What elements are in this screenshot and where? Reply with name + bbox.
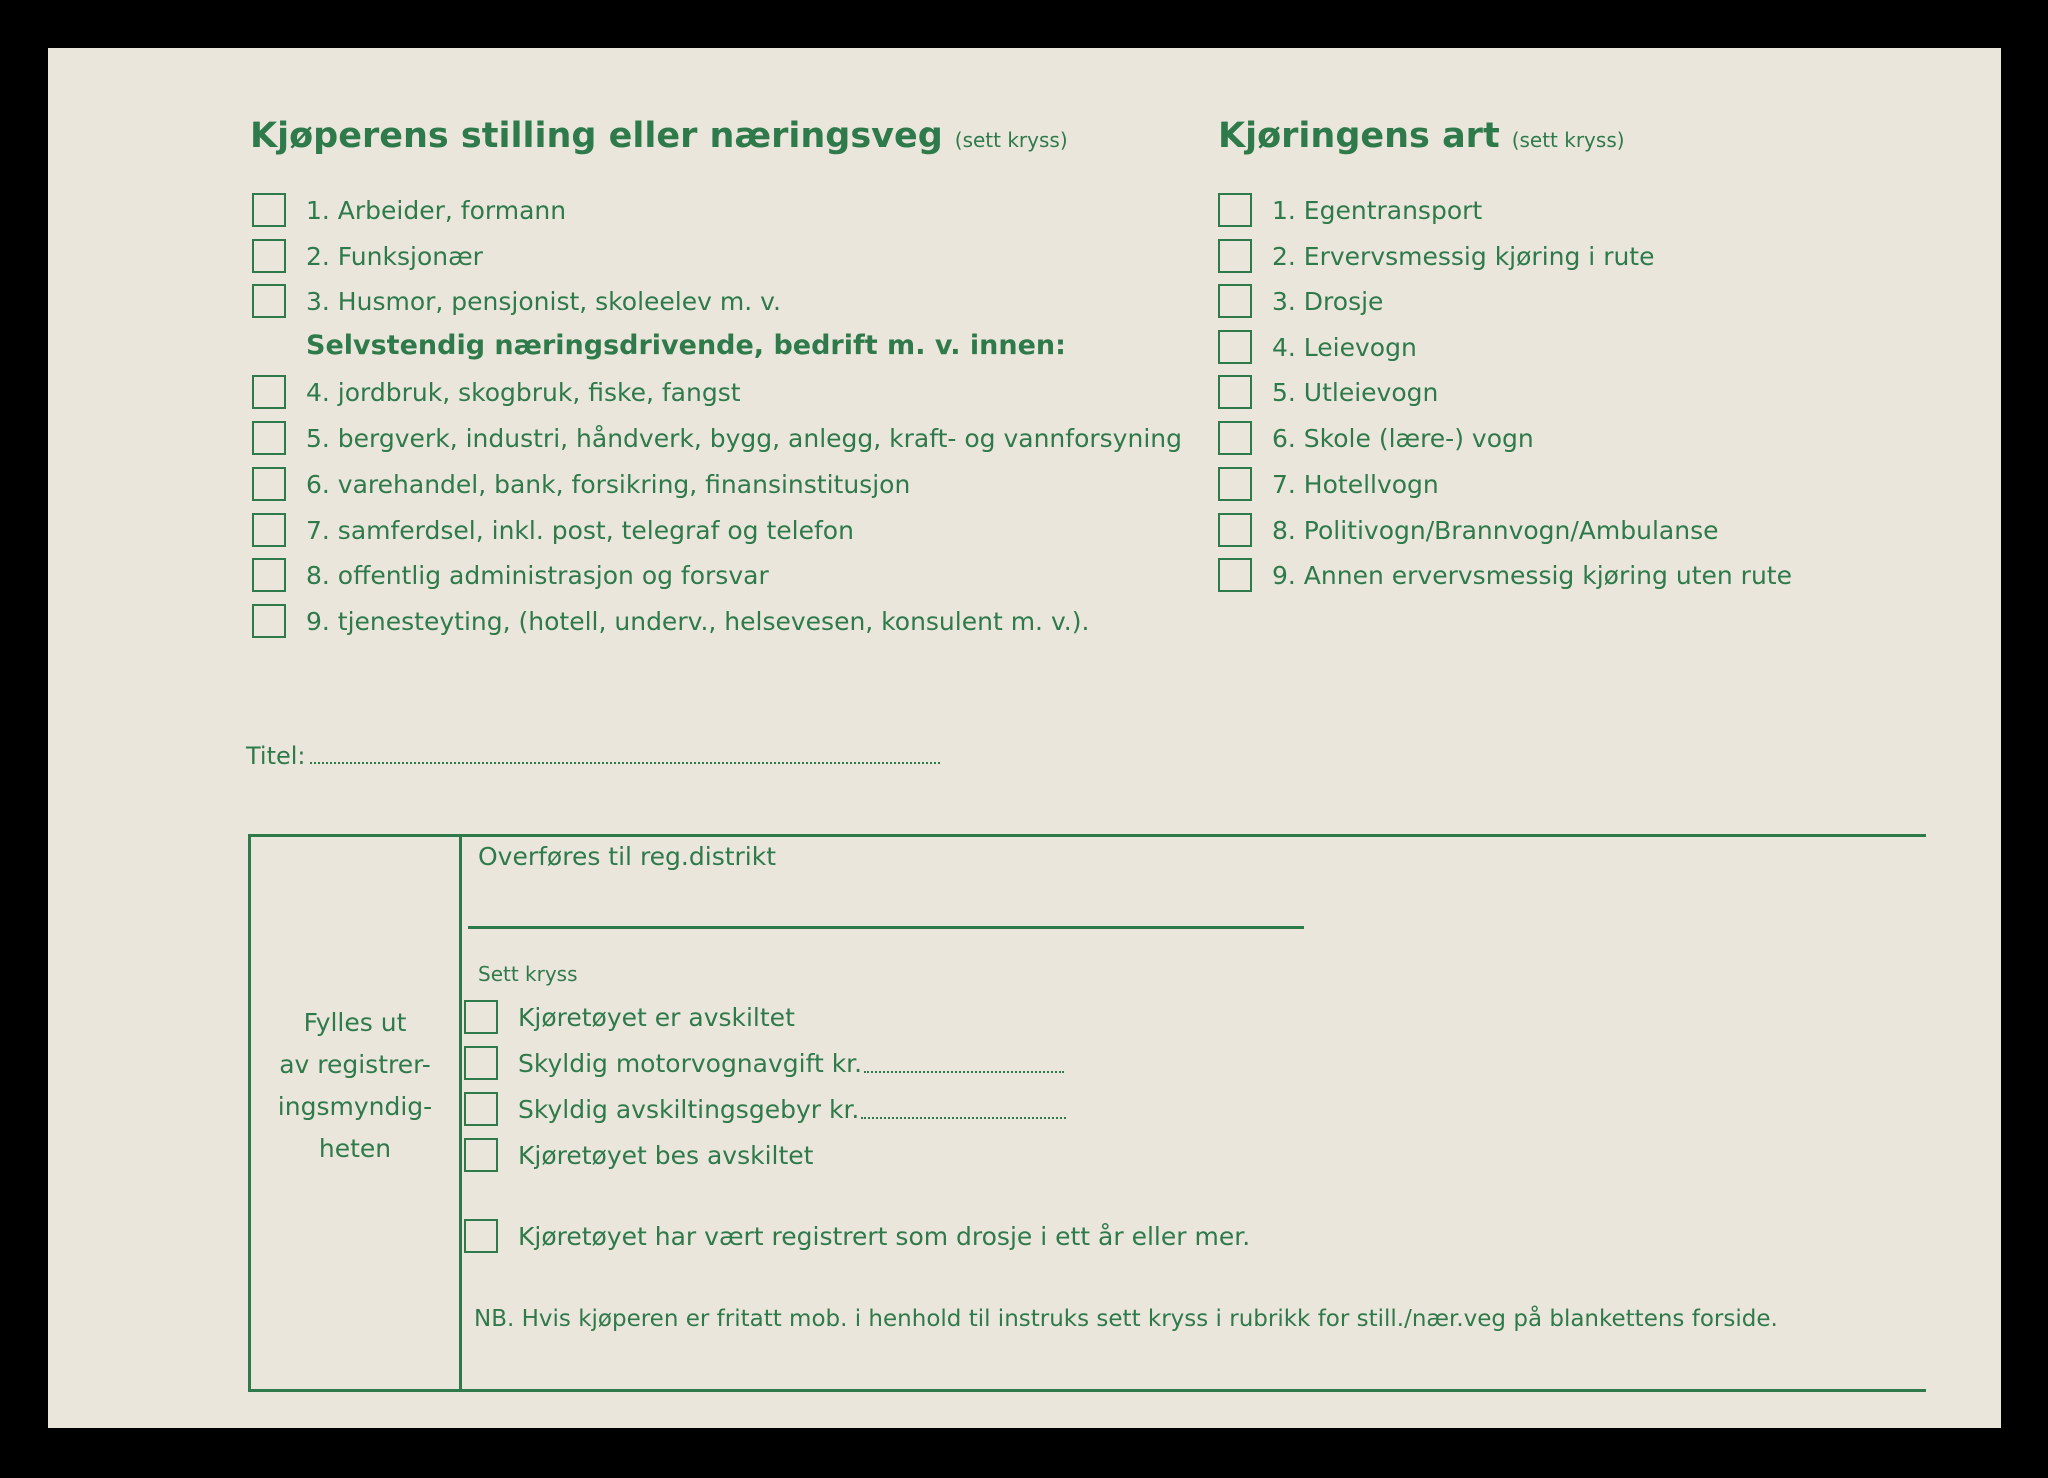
option-label: 7. samferdsel, inkl. post, telegraf og telefon [306, 515, 854, 545]
checkbox[interactable] [252, 558, 286, 592]
checkbox[interactable] [1218, 284, 1252, 318]
option-label: 7. Hotellvogn [1272, 469, 1439, 499]
amount-dotted-line[interactable] [861, 1099, 1066, 1119]
checkbox[interactable] [1218, 239, 1252, 273]
option-label: 9. Annen ervervsmessig kjøring uten rute [1272, 560, 1792, 590]
authority-option-4[interactable] [464, 1135, 813, 1175]
option-label: Kjøretøyet er avskiltet [518, 1002, 795, 1032]
driving-option-1[interactable] [1218, 190, 1482, 230]
option-label: 2. Funksjonær [306, 241, 483, 271]
driving-type-hint: (sett kryss) [1511, 128, 1625, 152]
option-label: 1. Egentransport [1272, 195, 1483, 225]
option-label: Skyldig motorvognavgift kr. [518, 1048, 863, 1078]
authority-option-taxi[interactable] [464, 1216, 1250, 1256]
side-line: Fylles ut [303, 1008, 407, 1037]
side-line: av registrer- [279, 1050, 431, 1079]
checkbox[interactable] [464, 1219, 498, 1253]
option-label: 2. Ervervsmessig kjøring i rute [1272, 241, 1655, 271]
amount-dotted-line[interactable] [864, 1053, 1064, 1073]
check-hint: Sett kryss [478, 962, 578, 986]
title-label: Titel: [246, 742, 306, 770]
option-label: 1. Arbeider, formann [306, 195, 567, 225]
option-label: 8. offentlig administrasjon og forsvar [306, 560, 769, 590]
driving-option-6[interactable] [1218, 418, 1534, 458]
box-divider [459, 834, 462, 1392]
occupation-option-2[interactable] [252, 236, 483, 276]
option-label: 6. Skole (lære-) vogn [1272, 423, 1534, 453]
self-employed-subheading: Selvstendig næringsdrivende, bedrift m. v. innen: [306, 330, 1066, 361]
checkbox[interactable] [464, 1138, 498, 1172]
box-bottom-border [248, 1389, 1926, 1392]
driving-option-7[interactable] [1218, 464, 1439, 504]
side-line: heten [318, 1134, 392, 1163]
driving-type-title: Kjøringens art [1218, 116, 1500, 156]
occupation-option-8[interactable] [252, 555, 769, 595]
checkbox[interactable] [464, 1092, 498, 1126]
checkbox[interactable] [1218, 193, 1252, 227]
checkbox[interactable] [464, 1000, 498, 1034]
option-label: 3. Drosje [1272, 286, 1384, 316]
buyer-occupation-heading [250, 116, 1068, 156]
transfer-district-label: Overføres til reg.distrikt [478, 842, 777, 871]
driving-option-4[interactable] [1218, 327, 1417, 367]
transfer-district-line[interactable] [468, 926, 1304, 929]
authority-option-2[interactable] [464, 1043, 1064, 1083]
checkbox[interactable] [252, 284, 286, 318]
box-left-border [248, 834, 251, 1392]
occupation-option-6[interactable] [252, 464, 910, 504]
title-dotted-line[interactable] [310, 744, 940, 764]
buyer-occupation-title: Kjøperens stilling eller næringsveg [250, 116, 943, 156]
checkbox[interactable] [1218, 421, 1252, 455]
occupation-option-3[interactable] [252, 281, 781, 321]
driving-type-heading [1218, 116, 1625, 156]
authority-side-label [255, 1002, 455, 1170]
driving-option-3[interactable] [1218, 281, 1383, 321]
title-field[interactable] [246, 742, 940, 770]
side-line: ingsmyndig- [277, 1092, 433, 1121]
checkbox[interactable] [252, 193, 286, 227]
option-label: 4. Leievogn [1272, 332, 1417, 362]
buyer-occupation-hint: (sett kryss) [954, 128, 1068, 152]
option-label: 5. Utleievogn [1272, 377, 1439, 407]
driving-option-8[interactable] [1218, 510, 1719, 550]
authority-option-3[interactable] [464, 1089, 1066, 1129]
checkbox[interactable] [464, 1046, 498, 1080]
box-top-border [248, 834, 1926, 837]
checkbox[interactable] [252, 467, 286, 501]
occupation-option-9[interactable] [252, 601, 1089, 641]
checkbox[interactable] [252, 375, 286, 409]
occupation-option-4[interactable] [252, 372, 741, 412]
checkbox[interactable] [1218, 467, 1252, 501]
checkbox[interactable] [252, 513, 286, 547]
driving-option-2[interactable] [1218, 236, 1655, 276]
option-label: 8. Politivogn/Brannvogn/Ambulanse [1272, 515, 1719, 545]
nb-note: NB. Hvis kjøperen er fritatt mob. i henhold til instruks sett kryss i rubrikk for still./nær.veg på blankettens forside. [474, 1306, 1778, 1332]
option-label: Kjøretøyet bes avskiltet [518, 1140, 814, 1170]
checkbox[interactable] [252, 604, 286, 638]
authority-option-1[interactable] [464, 997, 795, 1037]
checkbox[interactable] [1218, 330, 1252, 364]
checkbox[interactable] [252, 421, 286, 455]
option-label: 3. Husmor, pensjonist, skoleelev m. v. [306, 286, 781, 316]
option-label: Kjøretøyet har vært registrert som drosje i ett år eller mer. [518, 1221, 1251, 1251]
occupation-option-5[interactable] [252, 418, 1182, 458]
option-label: 4. jordbruk, skogbruk, fiske, fangst [306, 377, 741, 407]
option-label: 5. bergverk, industri, håndverk, bygg, anlegg, kraft- og vannforsyning [306, 423, 1182, 453]
occupation-option-1[interactable] [252, 190, 566, 230]
option-label: 6. varehandel, bank, forsikring, finansinstitusjon [306, 469, 911, 499]
option-label: 9. tjenesteyting, (hotell, underv., helsevesen, konsulent m. v.). [306, 606, 1090, 636]
checkbox[interactable] [252, 239, 286, 273]
option-label: Skyldig avskiltingsgebyr kr. [518, 1094, 860, 1124]
checkbox[interactable] [1218, 513, 1252, 547]
occupation-option-7[interactable] [252, 510, 854, 550]
checkbox[interactable] [1218, 558, 1252, 592]
driving-option-9[interactable] [1218, 555, 1792, 595]
driving-option-5[interactable] [1218, 372, 1438, 412]
checkbox[interactable] [1218, 375, 1252, 409]
